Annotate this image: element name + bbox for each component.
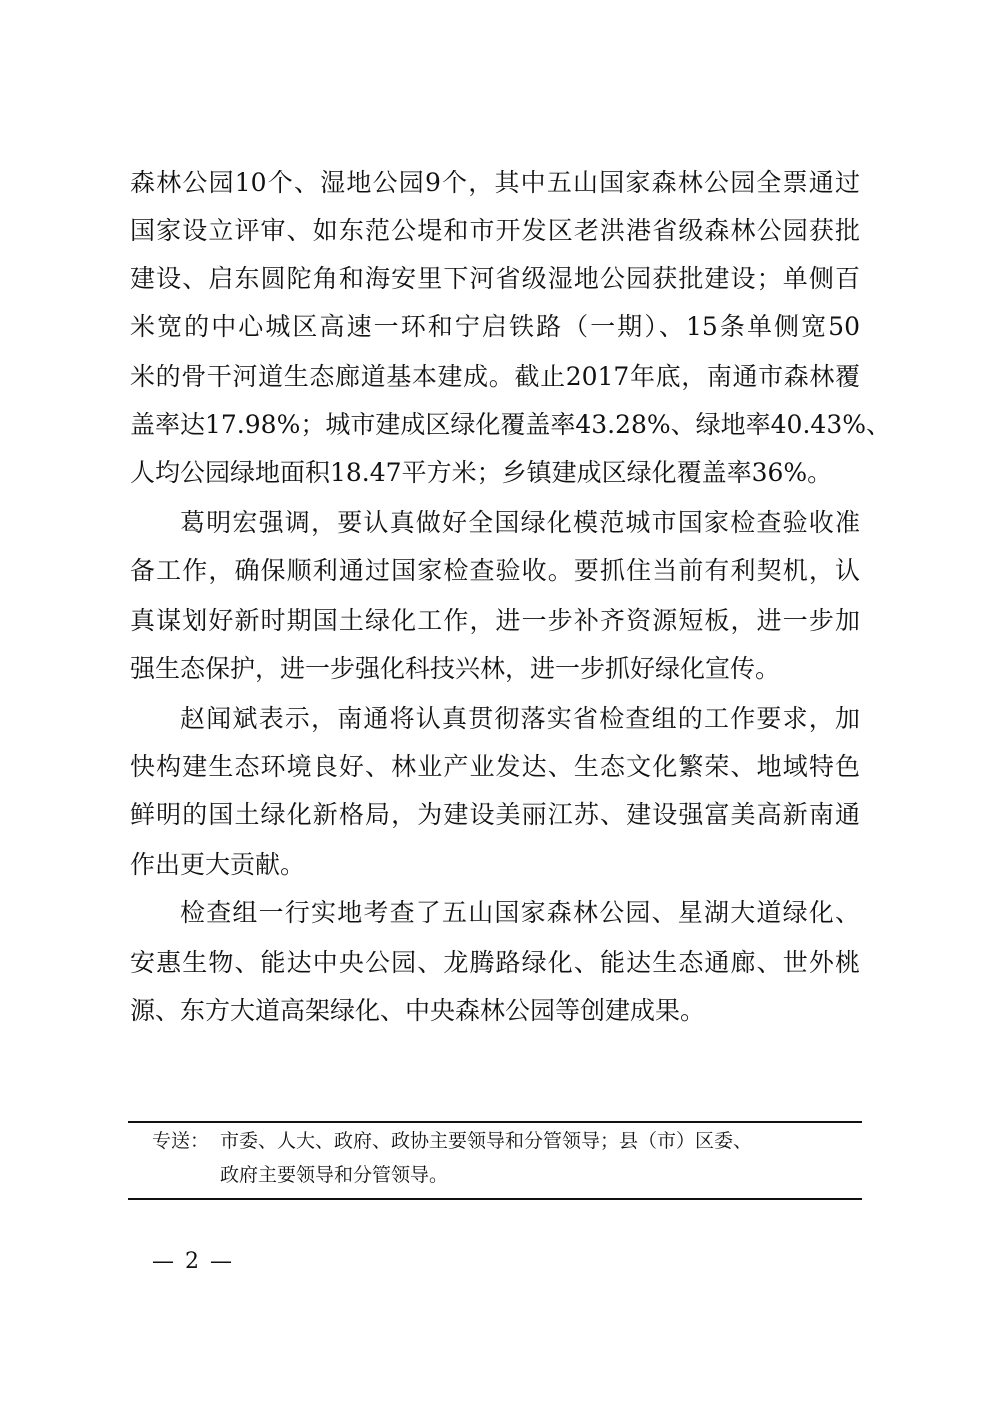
body-line: 真谋划好新时期国土绿化工作，进一步补齐资源短板，进一步加 bbox=[130, 606, 860, 635]
distribution-recipients-line2: 政府主要领导和分管领导。 bbox=[220, 1164, 449, 1186]
body-line: 强生态保护，进一步强化科技兴林，进一步抓好绿化宣传。 bbox=[130, 654, 781, 683]
body-line: 盖率达17.98%；城市建成区绿化覆盖率43.28%、绿地率40.43%、 bbox=[130, 410, 891, 439]
body-line: 葛明宏强调，要认真做好全国绿化模范城市国家检查验收准 bbox=[180, 508, 860, 537]
body-line: 国家设立评审、如东范公堤和市开发区老洪港省级森林公园获批 bbox=[130, 216, 860, 245]
page-number: — 2 — bbox=[152, 1249, 234, 1274]
body-line: 快构建生态环境良好、林业产业发达、生态文化繁荣、地域特色 bbox=[130, 752, 860, 781]
distribution-recipients-line1: 市委、人大、政府、政协主要领导和分管领导；县（市）区委、 bbox=[220, 1130, 753, 1152]
body-line: 米宽的中心城区高速一环和宁启铁路（一期）、15条单侧宽50 bbox=[130, 312, 860, 341]
body-line: 米的骨干河道生态廊道基本建成。截止2017年底，南通市森林覆 bbox=[130, 362, 860, 391]
body-line: 安惠生物、能达中央公园、龙腾路绿化、能达生态通廊、世外桃 bbox=[130, 948, 860, 977]
body-line: 森林公园10个、湿地公园9个，其中五山国家森林公园全票通过 bbox=[130, 168, 860, 197]
body-line: 人均公园绿地面积18.47平方米；乡镇建成区绿化覆盖率36%。 bbox=[130, 458, 833, 487]
distribution-bottom-rule bbox=[128, 1198, 862, 1200]
body-line: 检查组一行实地考查了五山国家森林公园、星湖大道绿化、 bbox=[180, 898, 860, 927]
distribution-label: 专送： bbox=[152, 1130, 210, 1152]
distribution-top-rule bbox=[128, 1121, 862, 1123]
body-line: 源、东方大道高架绿化、中央森林公园等创建成果。 bbox=[130, 996, 706, 1025]
body-line: 作出更大贡献。 bbox=[130, 850, 306, 879]
body-line: 备工作，确保顺利通过国家检查验收。要抓住当前有利契机，认 bbox=[130, 556, 860, 585]
body-line: 赵闻斌表示，南通将认真贯彻落实省检查组的工作要求，加 bbox=[180, 704, 860, 733]
body-line: 鲜明的国土绿化新格局，为建设美丽江苏、建设强富美高新南通 bbox=[130, 800, 860, 829]
body-line: 建设、启东圆陀角和海安里下河省级湿地公园获批建设；单侧百 bbox=[130, 264, 860, 293]
